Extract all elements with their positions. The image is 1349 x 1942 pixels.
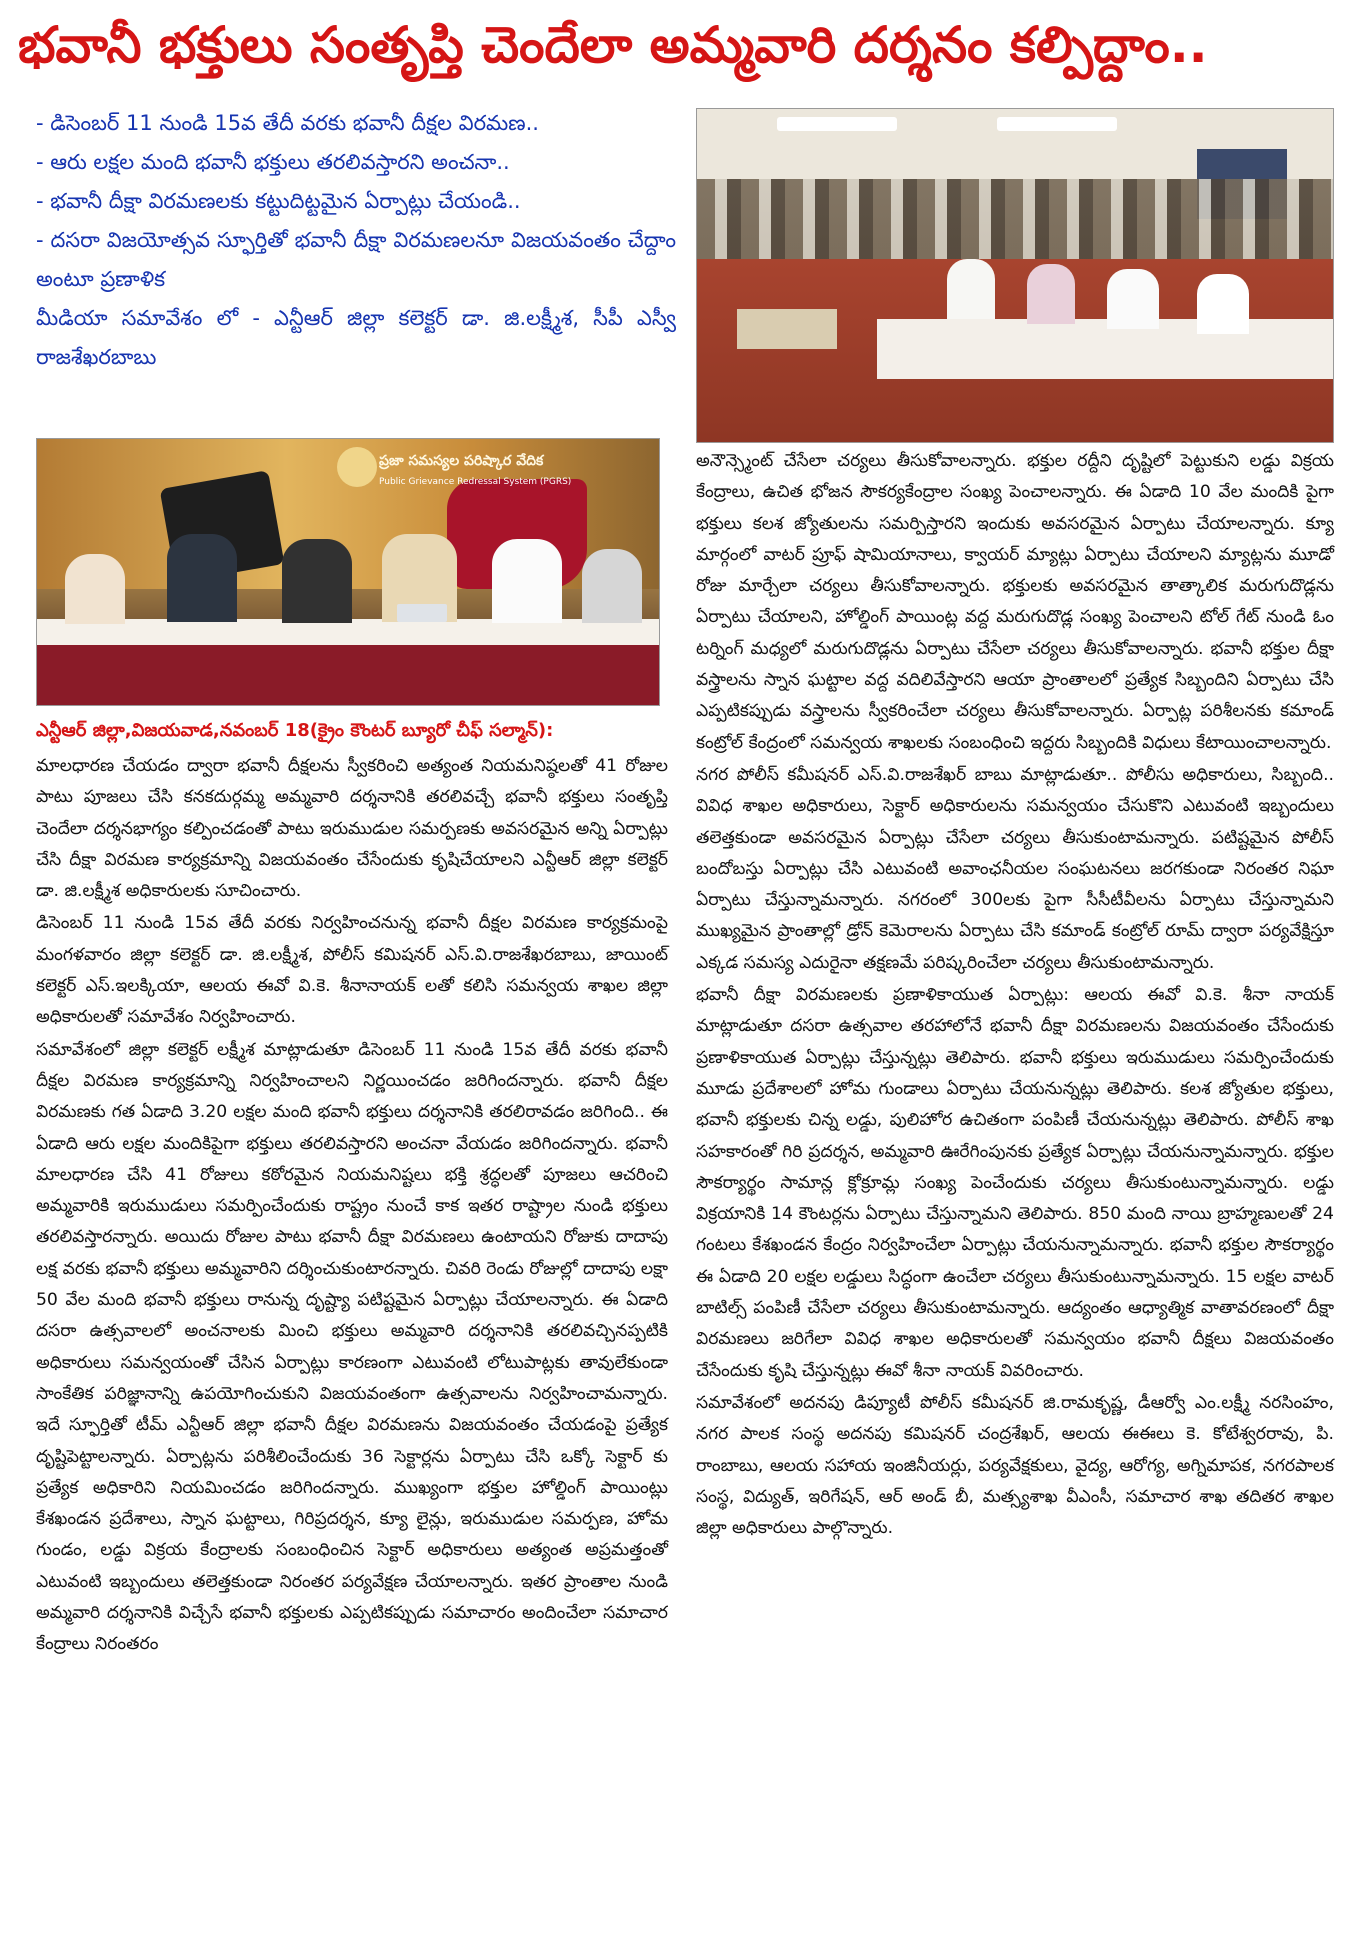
bullet-item: - భవానీ దీక్షా విరమణలకు కట్టుదిట్టమైన ఏర్పాట్లు చేయండి.. [36,189,521,213]
meeting-hall-photo [696,108,1334,443]
article-paragraph: భవానీ దీక్షా విరమణలకు ప్రణాళికాయుత ఏర్పాట్లు: ఆలయ ఈవో వి.కె. శీనా నాయక్ మాట్లాడుతూ దసరా ఉత్సవాల తరహాలోనే భవానీ దీక్షా విరమణలను విజయవంతం చేసేందుకు ప్రణాళికాయుత ఏర్పాట్లు చేస్తున్నట్లు తెలిపారు. భవానీ భక్తులు ఇరుముడులు సమర్పించేందుకు మూడు ప్రదేశాలలో హోమ గుండాలు ఏర్పాటు చేయనున్నట్లు తెలిపారు. కలశ జ్యోతుల భక్తులు, భవానీ భక్తులకు చిన్న లడ్డు, పులిహోర ఉచితంగా పంపిణీ చేయనున్నట్లు తెలిపారు. పోలీస్ శాఖ సహకారంతో గిరి ప్రదర్శన, అమ్మవారి ఊరేగింపునకు ప్రత్యేక ఏర్పాట్లు చేయనున్నామన్నారు. భక్తుల సౌకర్యార్థం సామాన్ల క్లోక్రూమ్ల సంఖ్య పెంచేందుకు చర్యలు తీసుకుంటున్నామన్నారు. లడ్డు విక్రయానికి 14 కౌంటర్లను ఏర్పాటు చేస్తున్నామని తెలిపారు. 850 మంది నాయి బ్రాహ్మణులతో 24 గంటలు కేశఖండన కేంద్రం నిర్వహించేలా ఏర్పాట్లు చేయనున్నామన్నారు. భవానీ భక్తుల సౌకర్యార్థం ఈ ఏడాది 20 లక్షల లడ్డులు సిద్ధంగా ఉంచేలా చర్యలు తీసుకుంటున్నామన్నారు. 15 లక్షల వాటర్ బాటిల్స్ పంపిణీ చేసేలా చర్యలు తీసుకుంటామన్నారు. ఆద్యంతం ఆధ్యాత్మిక వాతావరణంలో దీక్షా విరమణలు జరిగేలా వివిధ శాఖల అధికారులతో సమన్వయం భవానీ దీక్షలు విజయవంతం చేసేందుకు కృషి చేస్తున్నట్లు ఈవో శీనా నాయక్ వివరించారు. [696,985,1334,1381]
bullet-item: - డిసెంబర్ 11 నుండి 15వ తేదీ వరకు భవానీ దీక్షల విరమణ.. [36,111,539,135]
article-column-right [696,446,1334,1545]
banner-subtitle: Public Grievance Redressal System (PGRS) [379,477,572,487]
bullet-item: - ఆరు లక్షల మంది భవానీ భక్తులు తరలివస్తారని అంచనా.. [36,150,510,174]
article-paragraph: అనౌన్స్మెంట్ చేసేలా చర్యలు తీసుకోవాలన్నారు. భక్తుల రద్దీని దృష్టిలో పెట్టుకుని లడ్డు విక్రయ కేంద్రాలు, ఉచిత భోజన సౌకర్యకేంద్రాల సంఖ్య పెంచాలన్నారు. ఈ ఏడాది 10 వేల మందికి పైగా భక్తులు కలశ జ్యోతులను సమర్పిస్తారని ఇందుకు అవసరమైన ఏర్పాటు చేయాలన్నారు. క్యూ మార్గంలో వాటర్ ప్రూఫ్ షామియానాలు, క్వాయర్ మ్యాట్లు ఏర్పాటు చేయాలని మ్యాట్లను మూడో రోజు మార్చేలా చర్యలు తీసుకోవాలన్నారు. భక్తులకు అవసరమైన తాత్కాలిక మరుగుదొడ్లను ఏర్పాటు చేయాలని, హోల్డింగ్ పాయింట్ల వద్ద మరుగుదొడ్ల సంఖ్య పెంచాలని టోల్ గేట్ నుండి ఓం టర్నింగ్ మధ్యలో మరుగుదొడ్లను ఏర్పాటు చేసేలా చర్యలు తీసుకోవాలన్నారు. భవానీ భక్తుల దీక్షా వస్త్రాలను స్నాన ఘట్టాల వద్ద వదిలివేస్తారని ఆయా ప్రాంతాలలో ప్రత్యేక సిబ్బందిని ఏర్పాటు చేసి ఎప్పటికప్పుడు వస్త్రాలను స్వీకరించేలా చర్యలు తీసుకోవాలన్నారు. ఏర్పాట్ల పరిశీలనకు కమాండ్ కంట్రోల్ కేంద్రంలో సమన్వయ శాఖలకు సంబంధించి ఇద్దరు సిబ్బందికి విధులు కేటాయించాలన్నారు. [696,451,1334,753]
article-column-left [36,751,668,1662]
bullet-list [36,104,676,377]
dateline: ఎన్టీఆర్ జిల్లా,విజయవాడ,నవంబర్ 18(క్రైం కౌంటర్ బ్యూరో చీఫ్ సల్మాన్): [36,720,554,741]
article-paragraph: నగర పోలీస్ కమీషనర్ ఎస్.వి.రాజశేఖర్ బాబు మాట్లాడుతూ.. పోలీసు అధికారులు, సిబ్బంది.. వివిధ శాఖల అధికారులు, సెక్టార్ అధికారులను సమన్వయం చేసుకొని ఎటువంటి ఇబ్బందులు తలెత్తకుండా అవసరమైన ఏర్పాట్లు చేసేలా చర్యలు తీసుకుంటామన్నారు. పటిష్టమైన పోలీస్ బందోబస్తు ఏర్పాట్లు చేసి ఎటువంటి అవాంఛనీయల సంఘటనలు జరగకుండా నిరంతర నిఘా ఏర్పాటు చేస్తున్నామన్నారు. నగరంలో 300లకు పైగా సీసీటీవీలను ఏర్పాటు చేస్తున్నామని ముఖ్యమైన ప్రాంతాల్లో డ్రోన్ కెమెరాలను ఏర్పాటు చేసి కమాండ్ కంట్రోల్ రూమ్ ద్వారా పర్యవేక్షిస్తూ ఎక్కడ సమస్య ఎదురైనా తక్షణమే పరిష్కరించేలా చర్యలు తీసుకుంటామన్నారు. [696,764,1334,973]
article-paragraph: సమావేశంలో అదనపు డిప్యూటీ పోలీస్ కమీషనర్ జి.రామకృష్ణ, డీఆర్వో ఎం.లక్ష్మీ నరసింహం, నగర పాలక సంస్థ అదనపు కమిషనర్ చంద్రశేఖర్, ఆలయ ఈఈలు కె. కోటేశ్వరరావు, పి. రాంబాబు, ఆలయ సహాయ ఇంజినీయర్లు, పర్యవేక్షకులు, వైద్య, ఆరోగ్య, అగ్నిమాపక, నగరపాలక సంస్థ, విద్యుత్, ఇరిగేషన్, ఆర్ అండ్ బీ, మత్స్యశాఖ వీఎంసీ, సమాచార శాఖ తదితర శాఖల జిల్లా అధికారులు పాల్గొన్నారు. [696,1392,1334,1539]
banner-title: ప్రజా సమస్యల పరిష్కార వేదిక [379,453,544,469]
bullet-item: మీడియా సమావేశం లో - ఎన్టీఆర్ జిల్లా కలెక్టర్ డా. జి.లక్ష్మీశ, సీపీ ఎస్వీ రాజశేఖరబాబు [36,306,676,369]
dais-officials-photo [36,438,660,706]
bullet-item: - దసరా విజయోత్సవ స్ఫూర్తితో భవానీ దీక్షా విరమణలనూ విజయవంతం చేద్దాం అంటూ ప్రణాళిక [36,228,676,291]
article-paragraph: మాలధారణ చేయడం ద్వారా భవానీ దీక్షలను స్వీకరించి అత్యంత నియమనిష్ఠలతో 41 రోజుల పాటు పూజలు చేసి కనకదుర్గమ్మ అమ్మవారి దర్శనానికి తరలివచ్చే భవానీ భక్తులు సంతృప్తి చెందేలా దర్శనభాగ్యం కల్పించడంతో పాటు ఇరుముడుల సమర్పణకు అవసరమైన అన్ని ఏర్పాట్లు చేసి దీక్షా విరమణ కార్యక్రమాన్ని విజయవంతం చేసేందుకు కృషిచేయాలని ఎన్టీఆర్ జిల్లా కలెక్టర్ డా. జి.లక్ష్మీశ అధికారులకు సూచించారు. [36,756,668,902]
headline: భవానీ భక్తులు సంతృప్తి చెందేలా అమ్మవారి దర్శనం కల్పిద్దాం.. [18,16,1208,74]
article-paragraph: సమావేశంలో జిల్లా కలెక్టర్ లక్ష్మీశ మాట్లాడుతూ డిసెంబర్ 11 నుండి 15వ తేదీ వరకు భవానీ దీక్షల విరమణ కార్యక్రమాన్ని నిర్వహించాలని నిర్ణయించడం జరిగిందన్నారు. భవానీ దీక్షల విరమణకు గత ఏడాది 3.20 లక్షల మంది భవానీ భక్తులు దర్శనానికి తరలిరావడం జరిగింది.. ఈ ఏడాది ఆరు లక్షల మందికిపైగా భక్తులు తరలివస్తారని అంచనా వేయడం జరిగిందన్నారు. భవానీ మాలధారణ చేసి 41 రోజులు కఠోరమైన నియమనిష్టలు భక్తి శ్రద్ధలతో పూజలు ఆచరించి అమ్మవారికి ఇరుముడులు సమర్పించేందుకు రాష్ట్రం నుంచే కాక ఇతర రాష్ట్రాల నుండి భక్తులు తరలివస్తారన్నారు. అయిదు రోజుల పాటు భవానీ దీక్షా విరమణలు ఉంటాయని రోజుకు దాదాపు లక్ష వరకు భవానీ భక్తులు అమ్మవారిని దర్శించుకుంటారన్నారు. చివరి రెండు రోజుల్లో దాదాపు లక్షా 50 వేల మంది భవానీ భక్తులు రానున్న దృష్ట్యా పటిష్టమైన ఏర్పాట్లు చేయాలన్నారు. ఈ ఏడాది దసరా ఉత్సవాలలో అంచనాలకు మించి భక్తులు అమ్మవారి దర్శనానికి తరలివచ్చినప్పటికి అధికారులు సమన్వయంతో చేసిన ఏర్పాట్లు కారణంగా ఎటువంటి లోటుపాట్లకు తావులేకుండా సాంకేతిక పరిజ్ఞానాన్ని ఉపయోగించుకుని విజయవంతంగా ఉత్సవాలను నిర్వహించామన్నారు. ఇదే స్ఫూర్తితో టీమ్ ఎన్టీఆర్ జిల్లా భవానీ దీక్షల విరమణను విజయవంతం చేయడంపై ప్రత్యేక దృష్టిపెట్టాలన్నారు. ఏర్పాట్లను పరిశీలించేందుకు 36 సెక్టార్లను ఏర్పాటు చేసి ఒక్కో సెక్టార్ కు ప్రత్యేక అధికారిని నియమించడం జరిగిందన్నారు. ముఖ్యంగా భక్తుల హోల్డింగ్ పాయింట్లు కేశఖండన ప్రదేశాలు, స్నాన ఘట్టాలు, గిరిప్రదర్శన, క్యూ లైన్లు, ఇరుముడుల సమర్పణ, హోమ గుండం, లడ్డు విక్రయ కేంద్రాలకు సంబంధించిన సెక్టార్ అధికారులు అత్యంత అప్రమత్తంతో ఎటువంటి ఇబ్బందులు తలెత్తకుండా నిరంతర పర్యవేక్షణ చేయాలన్నారు. ఇతర ప్రాంతాల నుండి అమ్మవారి దర్శనానికి విచ్చేసే భవానీ భక్తులకు ఎప్పటికప్పుడు సమాచారం అందించేలా సమాచార కేంద్రాలు నిరంతరం [36,1039,668,1655]
article-paragraph: డిసెంబర్ 11 నుండి 15వ తేదీ వరకు నిర్వహించనున్న భవానీ దీక్షల విరమణ కార్యక్రమంపై మంగళవారం జిల్లా కలెక్టర్ డా. జి.లక్ష్మీశ, పోలీస్ కమిషనర్ ఎస్.వి.రాజశేఖరబాబు, జాయింట్ కలెక్టర్ ఎస్.ఇలక్కియా, ఆలయ ఈవో వి.కె. శీనానాయక్ లతో కలిసి సమన్వయ శాఖల జిల్లా అధికారులతో సమావేశం నిర్వహించారు. [36,913,668,1028]
